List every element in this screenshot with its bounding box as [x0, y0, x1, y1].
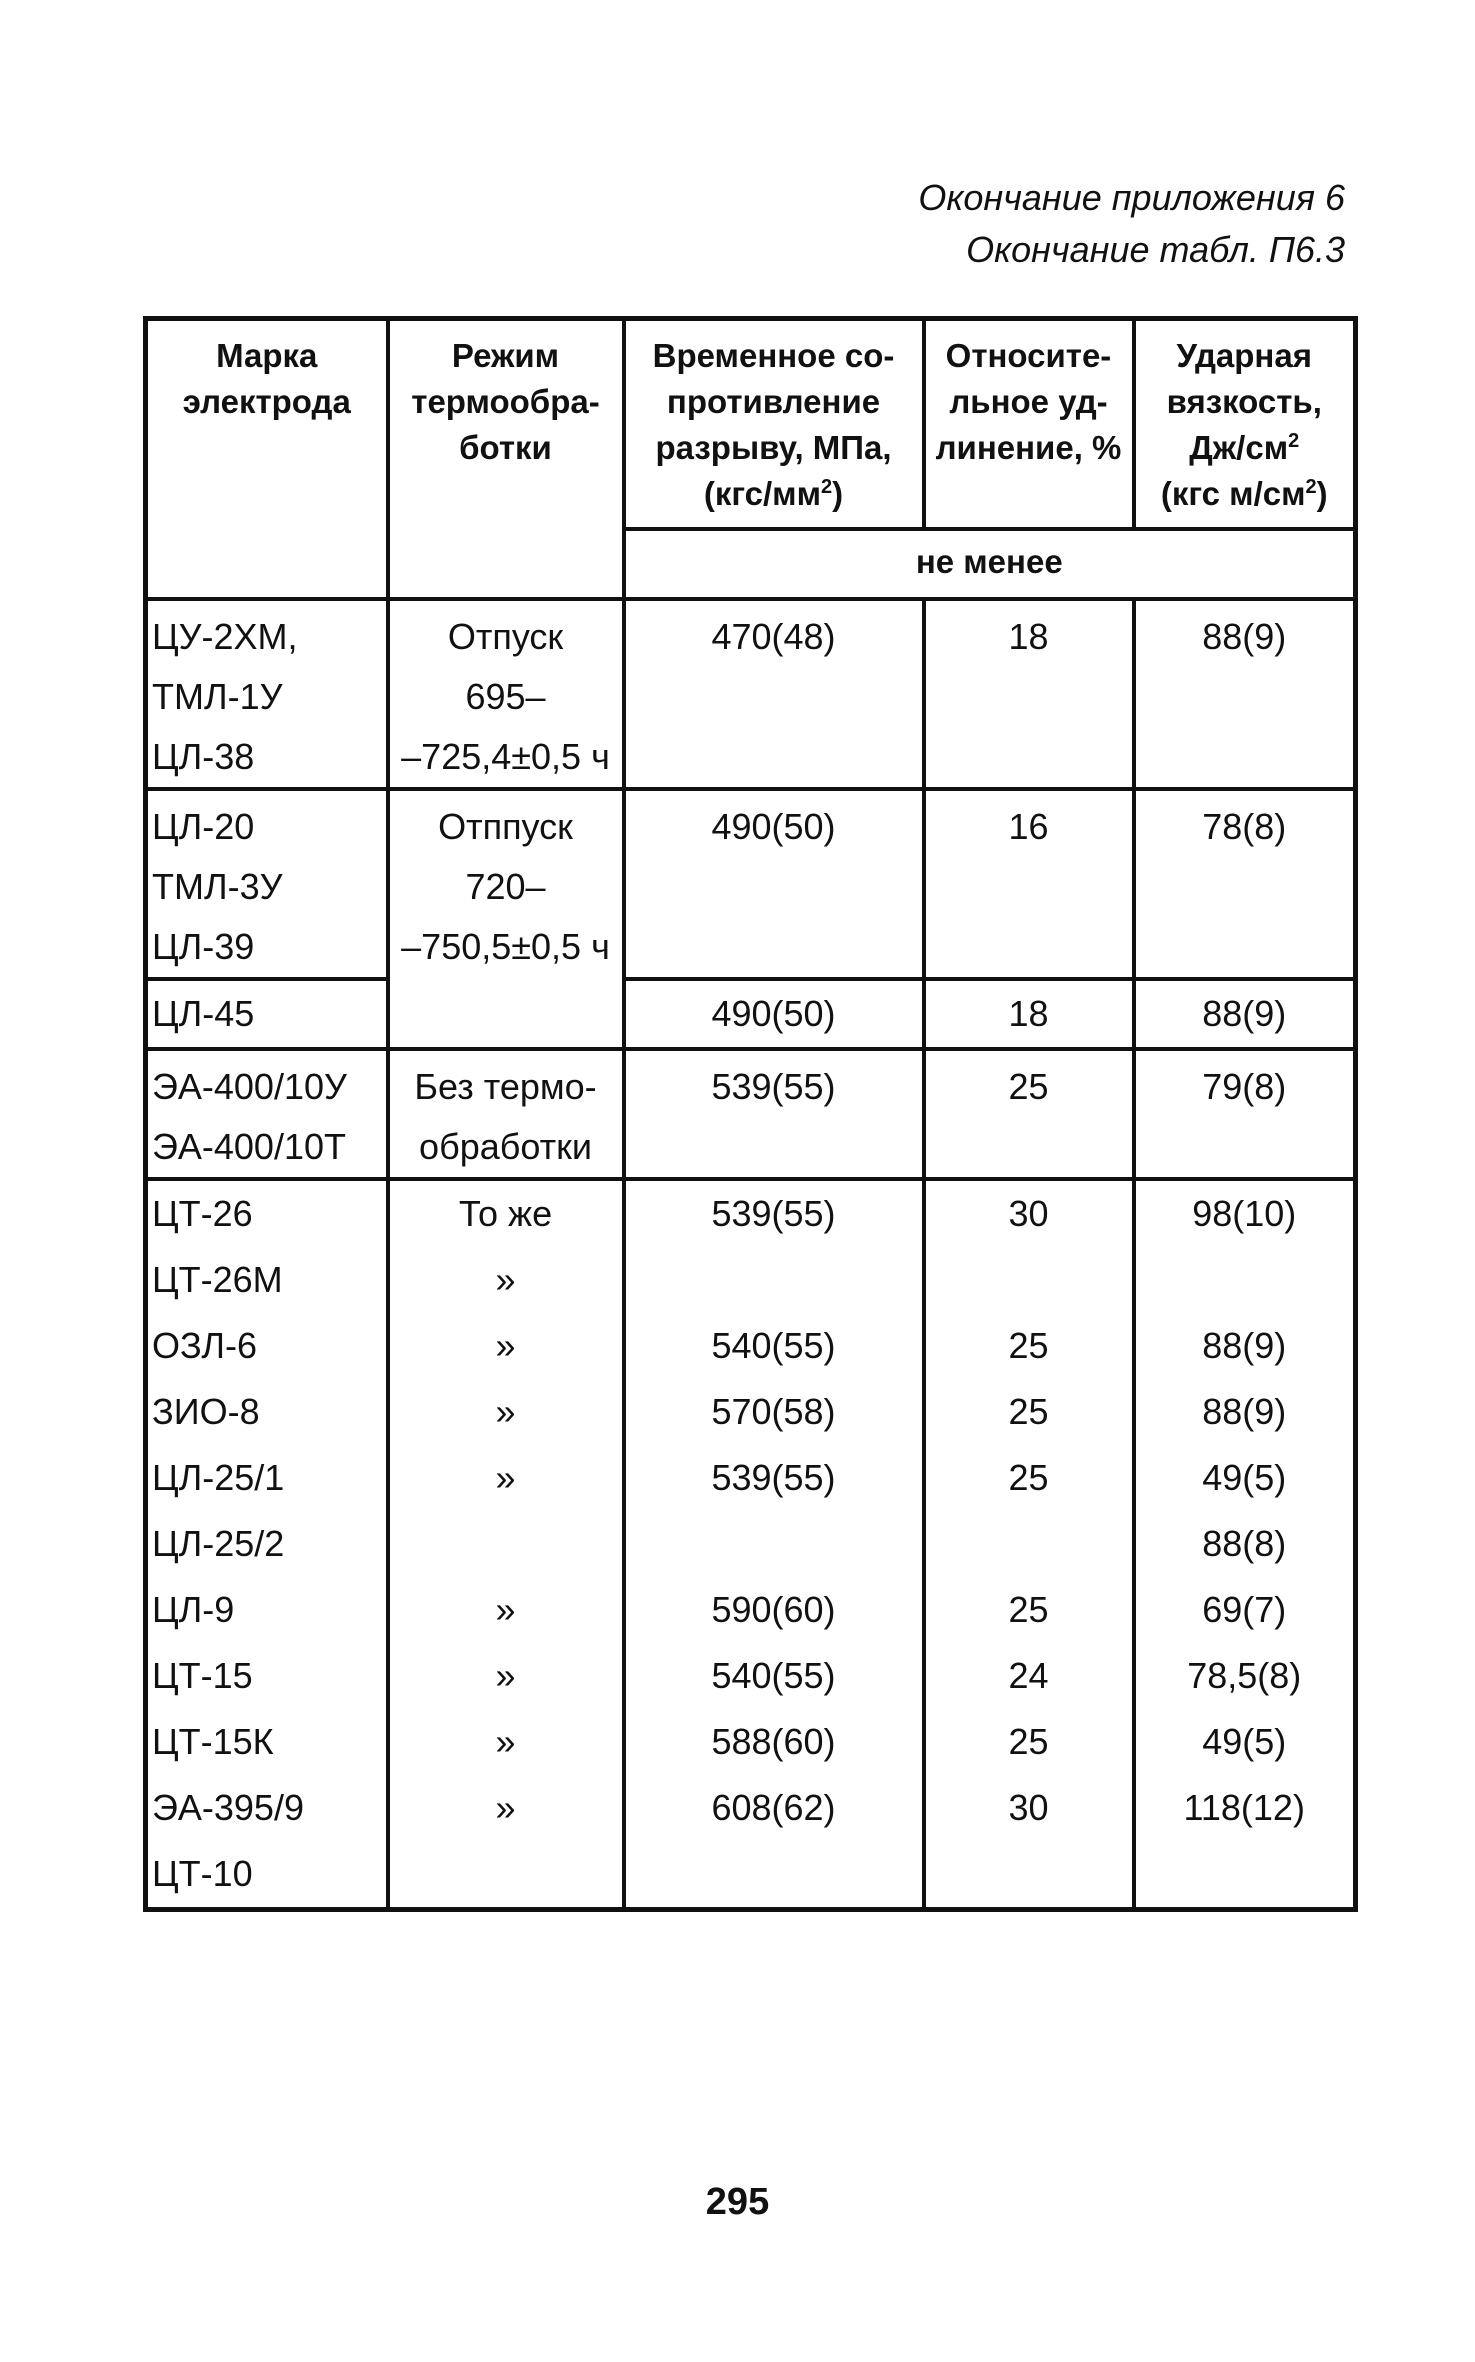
electrode-cell: ЦТ-15К — [146, 1709, 388, 1775]
elongation-cell: 30 — [924, 1179, 1134, 1247]
table-row — [146, 1179, 1356, 1247]
elongation-cell: 24 — [924, 1643, 1134, 1709]
impact-cell: 79(8) — [1134, 1049, 1356, 1179]
elongation-cell: 25 — [924, 1445, 1134, 1511]
header-impact: Ударная вязкость, $Дж/см^2$ (кгс $м/см^2$) — [1134, 319, 1356, 530]
header-mode: Режим термообра- ботки — [388, 319, 624, 600]
table-row — [146, 599, 1356, 789]
electrode-cell: ЦЛ-25/1 — [146, 1445, 388, 1511]
elongation-cell: 25 — [924, 1049, 1134, 1179]
strength-cell: 540(55) — [624, 1313, 924, 1379]
strength-cell — [624, 1841, 924, 1910]
impact-cell: 88(9) — [1134, 599, 1356, 789]
mode-cell: » — [388, 1709, 624, 1775]
electrode-cell: ЦЛ-25/2 — [146, 1511, 388, 1577]
header-electrode: Марка электрода — [146, 319, 388, 600]
electrode-cell: ЭА-395/9 — [146, 1775, 388, 1841]
electrode-cell: ЦТ-26М — [146, 1247, 388, 1313]
mode-cell — [388, 1841, 624, 1910]
impact-cell: 78,5(8) — [1134, 1643, 1356, 1709]
elongation-cell: 30 — [924, 1775, 1134, 1841]
page-number: 295 — [705, 2181, 770, 2223]
strength-cell: 470(48) — [624, 599, 924, 789]
strength-cell: 590(60) — [624, 1577, 924, 1643]
strength-cell: 540(55) — [624, 1643, 924, 1709]
strength-cell: 490(50) — [624, 979, 924, 1049]
strength-cell: 608(62) — [624, 1775, 924, 1841]
electrode-cell: ЦТ-26 — [146, 1179, 388, 1247]
table-row — [146, 1247, 1356, 1313]
properties-table — [143, 316, 1358, 1912]
impact-cell: 78(8) — [1134, 789, 1356, 979]
electrode-cell: ЦЛ-9 — [146, 1577, 388, 1643]
impact-cell: 88(9) — [1134, 1313, 1356, 1379]
subheader-min: не менее — [624, 529, 1356, 599]
impact-cell: 118(12) — [1134, 1775, 1356, 1841]
header-elongation: Относите- льное уд- линение, % — [924, 319, 1134, 530]
elongation-cell: 18 — [924, 979, 1134, 1049]
strength-cell: 539(55) — [624, 1179, 924, 1247]
elongation-cell — [924, 1511, 1134, 1577]
mode-cell: » — [388, 1379, 624, 1445]
mode-cell: » — [388, 1313, 624, 1379]
strength-cell: 490(50) — [624, 789, 924, 979]
table-row — [146, 1841, 1356, 1910]
table-row — [146, 1049, 1356, 1179]
impact-cell: 49(5) — [1134, 1709, 1356, 1775]
mode-cell: Отпуск 695– –725,4±0,5 ч — [388, 599, 624, 789]
mode-cell — [388, 1511, 624, 1577]
strength-cell: 570(58) — [624, 1379, 924, 1445]
table-row — [146, 1709, 1356, 1775]
elongation-cell: 25 — [924, 1379, 1134, 1445]
impact-cell: 88(8) — [1134, 1511, 1356, 1577]
mode-cell: Отппуск 720– –750,5±0,5 ч — [388, 789, 624, 1049]
electrode-cell: ЦУ-2ХМ, ТМЛ-1У ЦЛ-38 — [146, 599, 388, 789]
mode-cell: » — [388, 1247, 624, 1313]
elongation-cell — [924, 1841, 1134, 1910]
table-row — [146, 1445, 1356, 1511]
table-row — [146, 1511, 1356, 1577]
impact-cell — [1134, 1841, 1356, 1910]
impact-cell: 69(7) — [1134, 1577, 1356, 1643]
elongation-cell — [924, 1247, 1134, 1313]
table-row — [146, 1313, 1356, 1379]
elongation-cell: 25 — [924, 1577, 1134, 1643]
mode-cell: То же — [388, 1179, 624, 1247]
mode-cell: » — [388, 1445, 624, 1511]
impact-cell: 88(9) — [1134, 979, 1356, 1049]
strength-cell: 539(55) — [624, 1445, 924, 1511]
electrode-cell: ЦЛ-20 ТМЛ-3У ЦЛ-39 — [146, 789, 388, 979]
table-row — [146, 1577, 1356, 1643]
electrode-cell: ЗИО-8 — [146, 1379, 388, 1445]
table-row — [146, 1379, 1356, 1445]
table-row — [146, 1775, 1356, 1841]
mode-cell: » — [388, 1577, 624, 1643]
mode-cell: Без термо- обработки — [388, 1049, 624, 1179]
mode-cell: » — [388, 1775, 624, 1841]
table-row — [146, 1643, 1356, 1709]
electrode-cell: ЦЛ-45 — [146, 979, 388, 1049]
table-row — [146, 979, 1356, 1049]
header-row — [146, 319, 1356, 530]
table-caption: Окончание табл. П6.3 — [966, 229, 1345, 270]
strength-cell — [624, 1511, 924, 1577]
impact-cell: 88(9) — [1134, 1379, 1356, 1445]
impact-cell: 49(5) — [1134, 1445, 1356, 1511]
mode-cell: » — [388, 1643, 624, 1709]
impact-cell — [1134, 1247, 1356, 1313]
elongation-cell: 25 — [924, 1313, 1134, 1379]
strength-cell: 588(60) — [624, 1709, 924, 1775]
electrode-cell: ЦТ-10 — [146, 1841, 388, 1910]
elongation-cell: 25 — [924, 1709, 1134, 1775]
impact-cell: 98(10) — [1134, 1179, 1356, 1247]
strength-cell — [624, 1247, 924, 1313]
table-row — [146, 789, 1356, 979]
appendix-caption: Окончание приложения 6 — [918, 177, 1345, 218]
header-strength: Временное со- противление разрыву, МПа, $(кгс/мм^2)$ — [624, 319, 924, 530]
electrode-cell: ЭА-400/10У ЭА-400/10Т — [146, 1049, 388, 1179]
elongation-cell: 18 — [924, 599, 1134, 789]
electrode-cell: ЦТ-15 — [146, 1643, 388, 1709]
strength-cell: 539(55) — [624, 1049, 924, 1179]
electrode-cell: ОЗЛ-6 — [146, 1313, 388, 1379]
elongation-cell: 16 — [924, 789, 1134, 979]
